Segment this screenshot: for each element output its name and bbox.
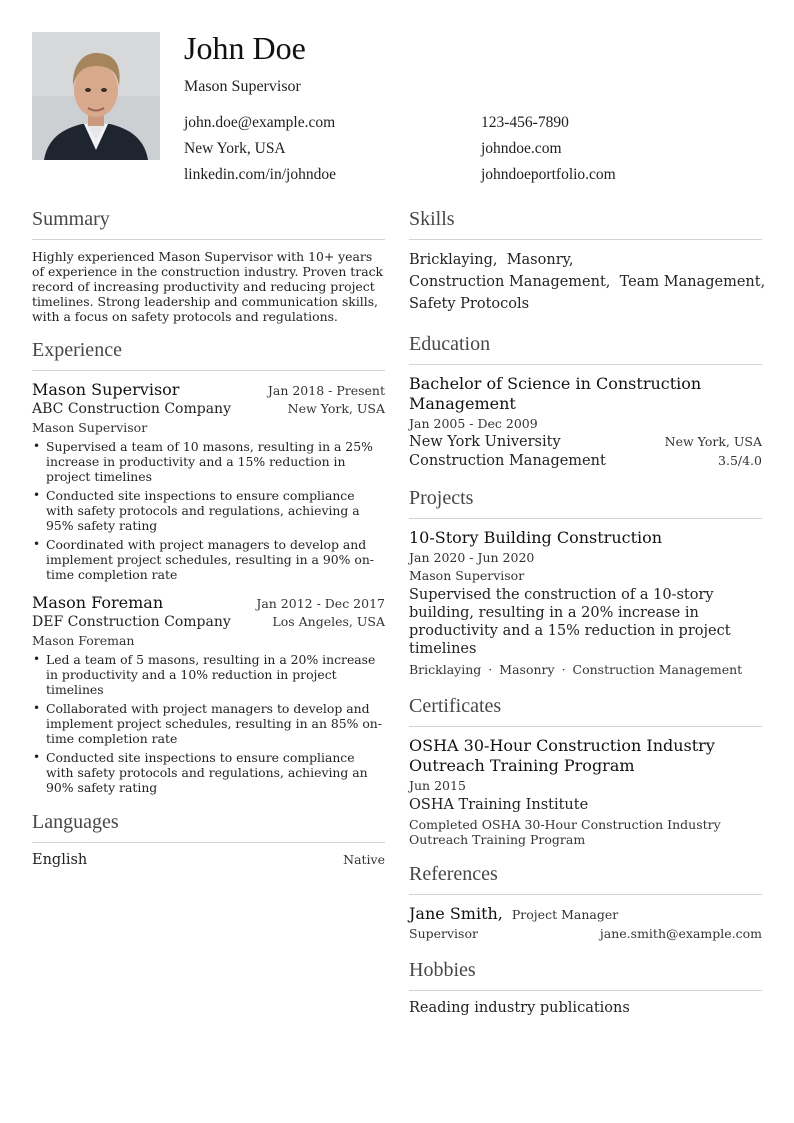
section-title-references: References <box>409 863 762 895</box>
education-date: Jan 2005 - Dec 2009 <box>409 416 538 431</box>
right-column <box>409 208 766 1016</box>
location-text: New York, USA <box>184 140 286 157</box>
bullet-item: • Collaborated with project managers to develop and implement project schedules, resulting in an 85% on-time completion rate <box>46 701 385 746</box>
language-item <box>32 852 385 868</box>
experience-bullets <box>32 439 385 582</box>
experience-date: Jan 2018 - Present <box>267 383 385 398</box>
section-title-hobbies: Hobbies <box>409 959 762 991</box>
reference-email[interactable]: jane.smith@example.com <box>599 926 762 941</box>
summary-section <box>32 208 385 324</box>
section-title-skills: Skills <box>409 208 762 240</box>
reference-relationship: Supervisor <box>409 926 478 941</box>
project-description: Supervised the construction of a 10-story building, resulting in a 20% increase in productivity and a 15% reduction in project timelines <box>409 587 731 657</box>
website-link[interactable]: johndoe.com <box>481 140 562 157</box>
reference-name: Jane Smith, <box>409 904 503 923</box>
bullet-item: • Conducted site inspections to ensure compliance with safety protocols and regulations, achieving an 90% safety rating <box>46 750 385 795</box>
keyword-tag: Bricklaying <box>409 662 482 677</box>
reference-position: Project Manager <box>511 907 619 922</box>
experience-company: DEF Construction Company <box>32 614 231 630</box>
portfolio-link[interactable]: johndoeportfolio.com <box>481 166 616 183</box>
experience-role: Mason Foreman <box>32 633 135 648</box>
certificate-name: OSHA 30-Hour Construction Industry Outreach Training Program <box>409 736 715 775</box>
bullet-item: • Supervised a team of 10 masons, resulting in a 25% increase in productivity and a 15% reduction in project timelines <box>46 439 385 484</box>
certificates-section <box>409 695 762 847</box>
linkedin-link[interactable]: linkedin.com/in/johndoe <box>184 166 336 183</box>
experience-item <box>32 380 385 582</box>
skills-line: Construction Management, Team Management, <box>409 274 766 290</box>
certificate-date: Jun 2015 <box>409 778 466 793</box>
keyword-tag: Construction Management <box>572 662 743 677</box>
experience-company: ABC Construction Company <box>32 401 231 417</box>
section-title-certificates: Certificates <box>409 695 762 727</box>
skills-line: Bricklaying, Masonry, <box>409 252 574 268</box>
section-title-education: Education <box>409 333 762 365</box>
bullet-item: • Conducted site inspections to ensure compliance with safety protocols and regulations, achieving a 95% safety rating <box>46 488 385 533</box>
section-title-projects: Projects <box>409 487 762 519</box>
experience-role: Mason Supervisor <box>32 420 148 435</box>
education-degree: Bachelor of Science in Construction Management <box>409 374 702 413</box>
candidate-name: John Doe <box>184 30 306 66</box>
experience-location: New York, USA <box>287 401 385 416</box>
project-name: 10-Story Building Construction <box>409 528 663 547</box>
section-title-languages: Languages <box>32 811 385 843</box>
projects-section <box>409 487 762 677</box>
language-name: English <box>32 852 88 868</box>
experience-section <box>32 339 385 795</box>
project-role: Mason Supervisor <box>409 568 525 583</box>
certificate-summary: Completed OSHA 30-Hour Construction Industry Outreach Training Program <box>409 817 721 847</box>
experience-date: Jan 2012 - Dec 2017 <box>256 596 385 611</box>
separator-dot: · <box>561 662 566 677</box>
candidate-headline: Mason Supervisor <box>184 78 301 95</box>
experience-item <box>32 593 385 795</box>
skills-line: Safety Protocols <box>409 296 530 312</box>
education-gpa: 3.5/4.0 <box>718 453 762 468</box>
bullet-item: • Coordinated with project managers to develop and implement project schedules, resulting in a 90% on-time completion rate <box>46 537 385 582</box>
hobby-item: Reading industry publications <box>409 1000 630 1016</box>
profile-photo <box>32 32 160 160</box>
certificate-issuer: OSHA Training Institute <box>409 797 589 813</box>
experience-position: Mason Supervisor <box>32 380 180 399</box>
summary-text: Highly experienced Mason Supervisor with 10+ years of experience in the construction industry. Proven track record of increasing productivity and reducing project timelines. Strong leadership and communication skills, with a focus on safety protocols and regulations. <box>32 249 384 324</box>
hobbies-section <box>409 959 762 1016</box>
language-level: Native <box>343 852 385 867</box>
phone-number[interactable]: 123-456-7890 <box>481 114 569 131</box>
education-location: New York, USA <box>664 434 762 449</box>
education-school: New York University <box>409 434 561 450</box>
section-title-summary: Summary <box>32 208 385 240</box>
keyword-tag: Masonry <box>499 662 555 677</box>
languages-section <box>32 811 385 868</box>
education-field: Construction Management <box>409 453 606 469</box>
references-section <box>409 863 762 941</box>
email-link[interactable]: john.doe@example.com <box>184 114 336 131</box>
skills-section <box>409 208 766 315</box>
bullet-item: • Led a team of 5 masons, resulting in a 20% increase in productivity and a 10% reduction in project timelines <box>46 652 385 697</box>
experience-bullets <box>32 652 385 795</box>
section-title-experience: Experience <box>32 339 385 371</box>
separator-dot: · <box>488 662 493 677</box>
project-date: Jan 2020 - Jun 2020 <box>409 550 535 565</box>
experience-position: Mason Foreman <box>32 593 164 612</box>
education-section <box>409 333 762 469</box>
left-column <box>32 208 385 868</box>
experience-location: Los Angeles, USA <box>272 614 385 629</box>
project-keywords <box>409 662 762 677</box>
